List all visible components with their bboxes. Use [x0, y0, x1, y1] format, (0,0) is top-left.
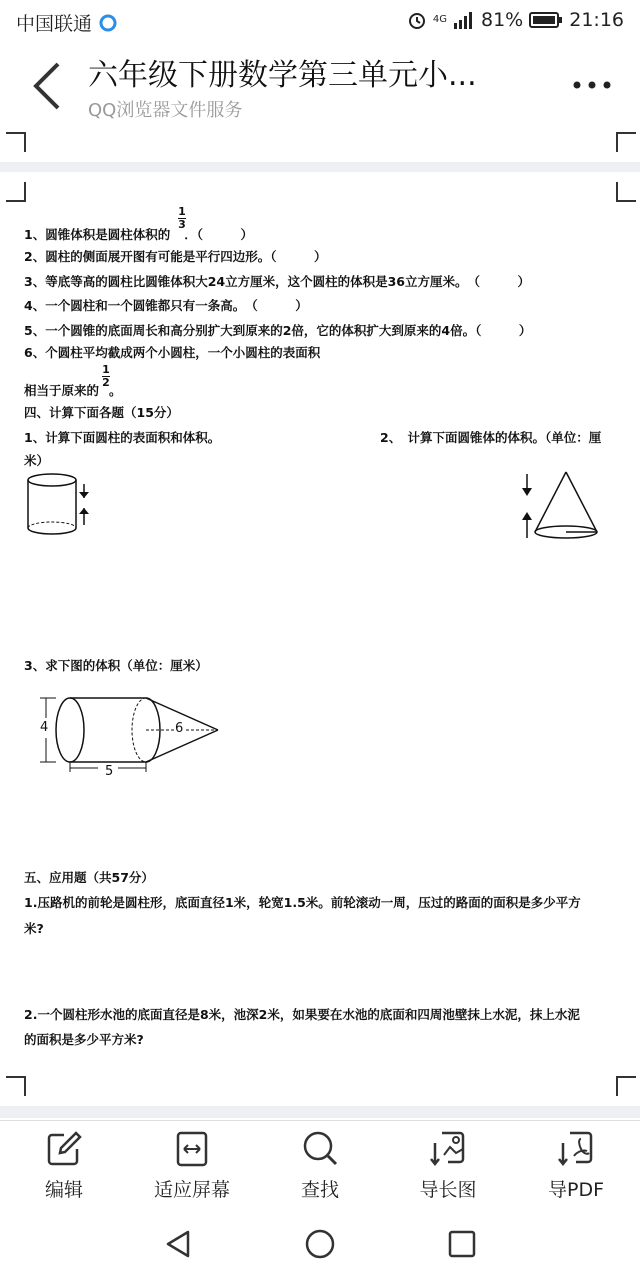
app-q1-line1: 1.压路机的前轮是圆柱形，底面直径1米，轮宽1.5米。前轮滚动一周，压过的路面的面积是多少平方	[24, 895, 581, 910]
more-icon[interactable]	[572, 80, 612, 90]
fit-screen-label: 适应屏幕	[153, 1179, 230, 1201]
figure-label-cone-height: 6	[175, 721, 184, 736]
cone-figure	[515, 466, 605, 546]
calc-q1: 1、计算下面圆柱的表面积和体积。	[24, 430, 221, 445]
browser-header	[0, 44, 640, 128]
fraction-one-third: 1 3	[178, 205, 186, 231]
export-image-label: 导长图	[419, 1179, 477, 1201]
fit-screen-button[interactable]	[137, 1129, 247, 1202]
carrier-name: 中国联通	[16, 9, 118, 36]
calc-q2-cont: 米）	[24, 453, 50, 468]
app-q2-line2: 的面积是多少平方米?	[24, 1032, 144, 1047]
judge-q6-cont: 相当于原来的 。	[24, 383, 122, 398]
judge-q4: 4、一个圆柱和一个圆锥都只有一条高。 （ ）	[24, 298, 308, 313]
back-icon[interactable]	[28, 60, 68, 112]
export-pdf-icon	[556, 1129, 596, 1169]
export-pdf-button[interactable]	[521, 1129, 631, 1202]
judge-q1: 1、圆锥体积是圆柱体积的 ．（ ）	[24, 227, 253, 242]
alarm-icon	[407, 10, 427, 30]
page-corner-mark	[6, 132, 26, 152]
status-bar	[0, 0, 640, 44]
page-corner-mark	[6, 1076, 26, 1096]
fraction-one-half: 1 2	[102, 363, 110, 389]
section4-title: 四、计算下面各题（15分）	[24, 405, 179, 420]
fit-screen-icon	[172, 1129, 212, 1169]
edit-button[interactable]	[9, 1129, 119, 1202]
nav-recents-icon[interactable]	[446, 1228, 478, 1260]
export-pdf-label: 导PDF	[547, 1179, 605, 1201]
judge-q6: 6、个圆柱平均截成两个小圆柱，一个小圆柱的表面积	[24, 345, 321, 360]
page-corner-mark	[616, 1076, 636, 1096]
search-button[interactable]	[265, 1129, 375, 1202]
figure-label-height: 4	[40, 720, 49, 735]
page-corner-mark	[616, 132, 636, 152]
judge-q2: 2、圆柱的侧面展开图有可能是平行四边形。（ ）	[24, 249, 327, 264]
edit-icon	[44, 1129, 84, 1169]
calc-q2: 2、 计算下面圆锥体的体积。（单位：厘	[380, 430, 602, 445]
nav-home-icon[interactable]	[304, 1228, 336, 1260]
page-gap	[0, 1106, 640, 1118]
bottom-toolbar	[0, 1120, 640, 1209]
status-indicators	[407, 9, 624, 31]
clock: 21:16	[569, 9, 624, 31]
edit-label: 编辑	[44, 1179, 83, 1201]
cylinder-cone-figure	[36, 690, 226, 782]
page-corner-mark	[616, 182, 636, 202]
judge-q5: 5、一个圆锥的底面周长和高分别扩大到原来的2倍，它的体积扩大到原来的4倍。（ ）	[24, 323, 532, 338]
page-title: 六年级下册数学第三单元小...	[88, 58, 477, 93]
export-image-button[interactable]	[393, 1129, 503, 1202]
app-q1-line2: 米?	[24, 921, 44, 936]
page-subtitle: QQ浏览器文件服务	[88, 100, 243, 121]
calc-q3: 3、求下图的体积（单位：厘米）	[24, 658, 208, 673]
document-viewer[interactable]	[0, 128, 640, 1118]
carrier-logo-icon	[98, 13, 118, 33]
battery-percent: 81%	[481, 9, 524, 31]
page-gap	[0, 162, 640, 172]
network-type: 4G	[432, 14, 447, 25]
search-label: 查找	[300, 1179, 339, 1201]
cylinder-figure	[20, 470, 100, 540]
section5-title: 五、应用题（共57分）	[24, 870, 154, 885]
battery-icon	[529, 11, 563, 29]
signal-icon	[453, 11, 475, 29]
system-nav-bar	[0, 1208, 640, 1280]
judge-q3: 3、等底等高的圆柱比圆锥体积大24立方厘米，这个圆柱的体积是36立方厘米。 （ ）	[24, 274, 530, 289]
figure-label-length: 5	[105, 764, 114, 779]
app-q2-line1: 2.一个圆柱形水池的底面直径是8米，池深2米，如果要在水池的底面和四周池壁抹上水泥，抹上水泥	[24, 1007, 580, 1022]
search-icon	[300, 1129, 340, 1169]
export-image-icon	[428, 1129, 468, 1169]
nav-back-icon[interactable]	[162, 1228, 194, 1260]
page-corner-mark	[6, 182, 26, 202]
